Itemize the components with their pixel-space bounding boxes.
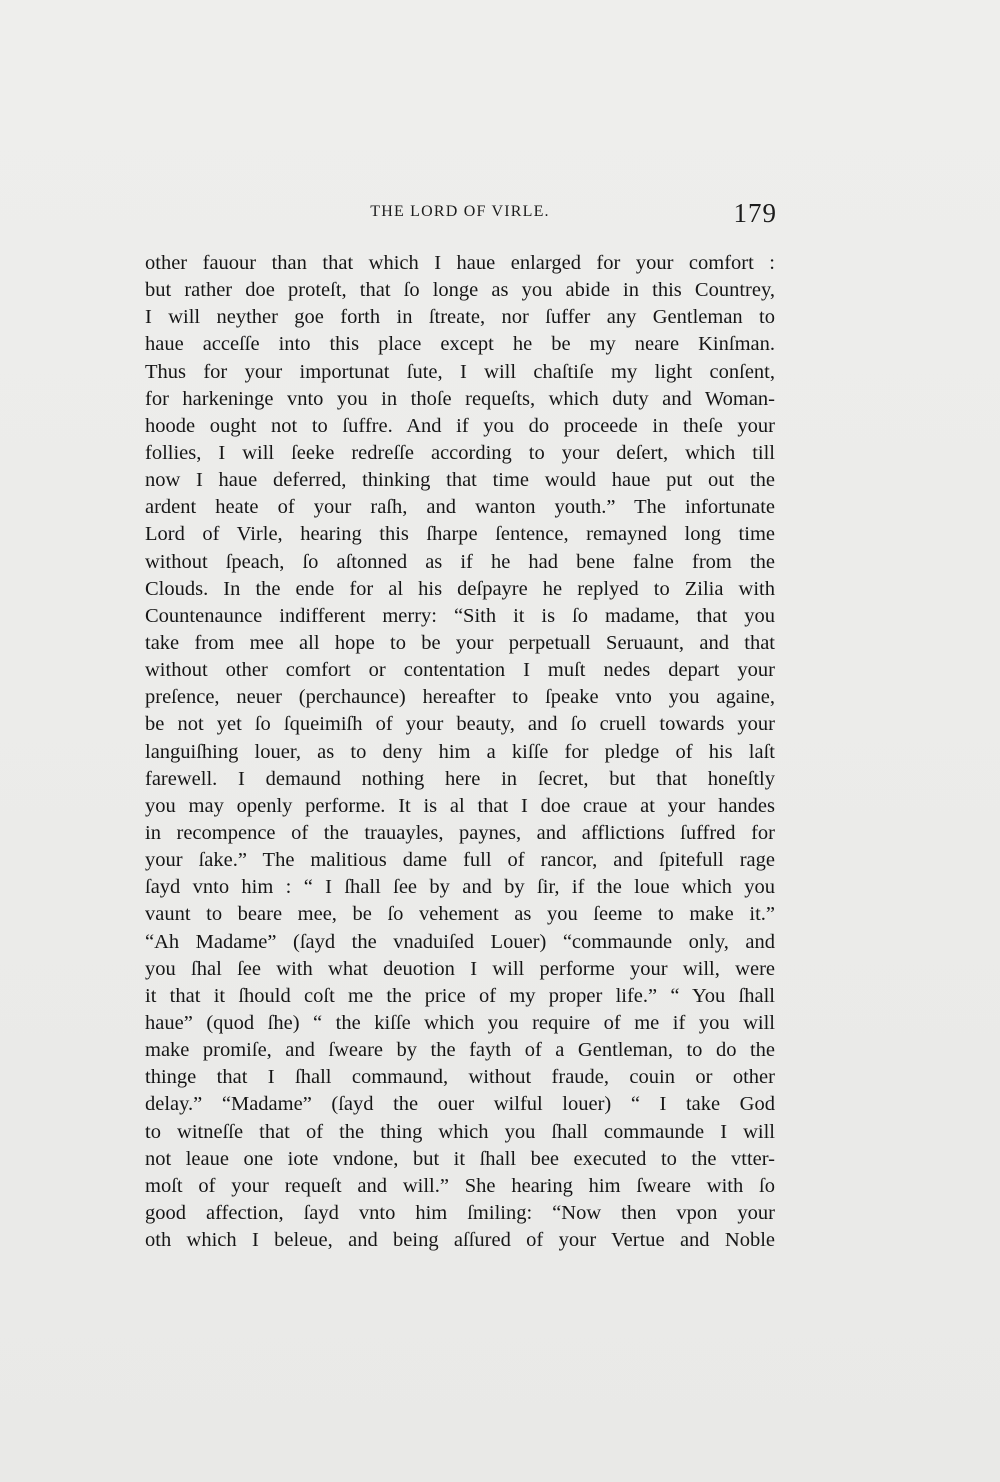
text-line: take from mee all hope to be your perpetuall Seruaunt, and that [145, 631, 775, 654]
text-line: haue” (quod ſhe) “ the kiſſe which you require of me if you will [145, 1011, 775, 1034]
text-line: oth which I beleue, and being aſſured of your Vertue and Noble [145, 1229, 775, 1252]
text-line: haue acceſſe into this place except he be my neare Kinſman. [145, 333, 775, 356]
text-line: good affection, ſayd vnto him ſmiling: “Now then vpon your [145, 1201, 775, 1224]
text-line: farewell. I demaund nothing here in ſecret, but that honeſtly [145, 767, 775, 790]
text-line: Thus for your importunat ſute, I will chaſtiſe my light conſent, [145, 360, 775, 383]
text-line: vaunt to beare mee, be ſo vehement as you ſeeme to make it.” [145, 903, 775, 926]
text-line: thinge that I ſhall commaund, without fraude, couin or other [145, 1066, 775, 1089]
text-line: make promiſe, and ſweare by the fayth of a Gentleman, to do the [145, 1039, 775, 1062]
running-head [145, 198, 775, 238]
text-line: follies, I will ſeeke redreſſe according to your deſert, which till [145, 441, 775, 464]
text-line: I will neyther goe forth in ſtreate, nor ſuffer any Gentleman to [145, 306, 775, 329]
text-line: without other comfort or contentation I muſt nedes depart your [145, 659, 775, 682]
page-number: 179 [733, 198, 777, 228]
text-line: ſayd vnto him : “ I ſhall ſee by and by ſir, if the loue which you [145, 876, 775, 899]
text-line: in recompence of the trauayles, paynes, and afflictions ſuffred for [145, 821, 775, 844]
text-line: but rather doe proteſt, that ſo longe as you abide in this Countrey, [145, 279, 775, 302]
text-line: Clouds. In the ende for al his deſpayre he replyed to Zilia with [145, 577, 775, 600]
text-line: other fauour than that which I haue enlarged for your comfort : [145, 252, 775, 274]
text-line: you ſhal ſee with what deuotion I will performe your will, were [145, 957, 775, 980]
text-line: moſt of your requeſt and will.” She hearing him ſweare with ſo [145, 1174, 775, 1197]
text-line: now I haue deferred, thinking that time would haue put out the [145, 469, 775, 492]
text-line: languiſhing louer, as to deny him a kiſſe for pledge of his laſt [145, 740, 775, 763]
text-line: to witneſſe that of the thing which you ſhall commaunde I will [145, 1120, 775, 1143]
text-line: not leaue one iote vndone, but it ſhall bee executed to the vtter- [145, 1147, 775, 1170]
text-line: “Ah Madame” (ſayd the vnaduiſed Louer) “commaunde only, and [145, 930, 775, 953]
text-line: delay.” “Madame” (ſayd the ouer wilful louer) “ I take God [145, 1093, 775, 1116]
text-line: you may openly performe. It is al that I doe craue at your handes [145, 794, 775, 817]
text-line: hoode ought not to ſuffre. And if you do proceede in theſe your [145, 414, 775, 437]
running-title: THE LORD OF VIRLE. [370, 203, 550, 220]
text-line: be not yet ſo ſqueimiſh of your beauty, and ſo cruell towards your [145, 713, 775, 736]
text-line: Lord of Virle, hearing this ſharpe ſentence, remayned long time [145, 523, 775, 546]
body-text [145, 250, 775, 1254]
text-line: ardent heate of your raſh, and wanton youth.” The infortunate [145, 496, 775, 519]
text-line: Countenaunce indifferent merry: “Sith it is ſo madame, that you [145, 604, 775, 627]
text-line: without ſpeach, ſo aſtonned as if he had bene falne from the [145, 550, 775, 573]
text-line: preſence, neuer (perchaunce) hereafter to ſpeake vnto you againe, [145, 686, 775, 709]
text-line: for harkeninge vnto you in thoſe requeſts, which duty and Woman- [145, 387, 775, 410]
text-line: it that it ſhould coſt me the price of my proper life.” “ You ſhall [145, 984, 775, 1007]
text-line: your ſake.” The malitious dame full of rancor, and ſpitefull rage [145, 849, 775, 872]
